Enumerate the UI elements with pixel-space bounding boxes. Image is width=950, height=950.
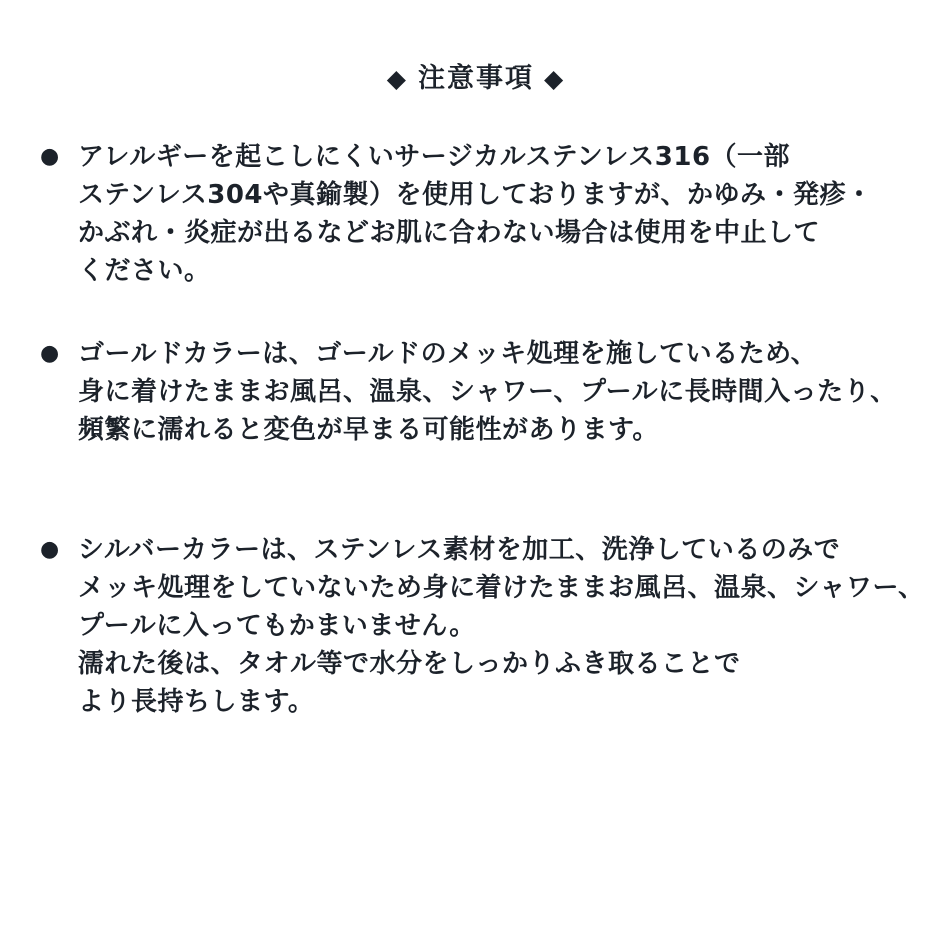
diamond-icon: ◆ — [544, 64, 566, 93]
note-allergy — [40, 138, 912, 290]
note-line: 濡れた後は、タオル等で水分をしっかりふき取ることで — [78, 649, 741, 679]
page-title-text: 注意事項 — [418, 63, 534, 94]
diamond-icon: ◆ — [386, 64, 408, 93]
bullet-icon: ● — [40, 144, 60, 169]
note-silver-text — [78, 531, 924, 721]
note-line: かぶれ・炎症が出るなどお肌に合わない場合は使用を中止して — [78, 218, 821, 248]
note-line: シルバーカラーは、ステンレス素材を加工、洗浄しているのみで — [78, 535, 841, 565]
note-line: より長持ちします。 — [78, 687, 315, 717]
bullet-icon: ● — [40, 341, 60, 366]
note-line: ください。 — [78, 256, 211, 286]
note-line: ゴールドカラーは、ゴールドのメッキ処理を施しているため、 — [78, 339, 818, 369]
note-gold-text — [78, 335, 912, 449]
note-allergy-text — [78, 138, 912, 290]
bullet-icon: ● — [40, 537, 60, 562]
note-line: プールに入ってもかまいません。 — [78, 611, 476, 641]
note-gold — [40, 335, 912, 449]
note-line: メッキ処理をしていないため身に着けたままお風呂、温泉、シャワー、 — [78, 573, 925, 603]
note-line: アレルギーを起こしにくいサージカルステンレス316（一部 — [78, 142, 791, 172]
note-line: 身に着けたままお風呂、温泉、シャワー、プールに長時間入ったり、 — [78, 377, 897, 407]
note-silver — [40, 531, 925, 721]
page-title — [40, 64, 912, 94]
note-line: ステンレス304や真鍮製）を使用しておりますが、かゆみ・発疹・ — [78, 180, 873, 210]
note-line: 頻繁に濡れると変色が早まる可能性があります。 — [78, 415, 659, 445]
